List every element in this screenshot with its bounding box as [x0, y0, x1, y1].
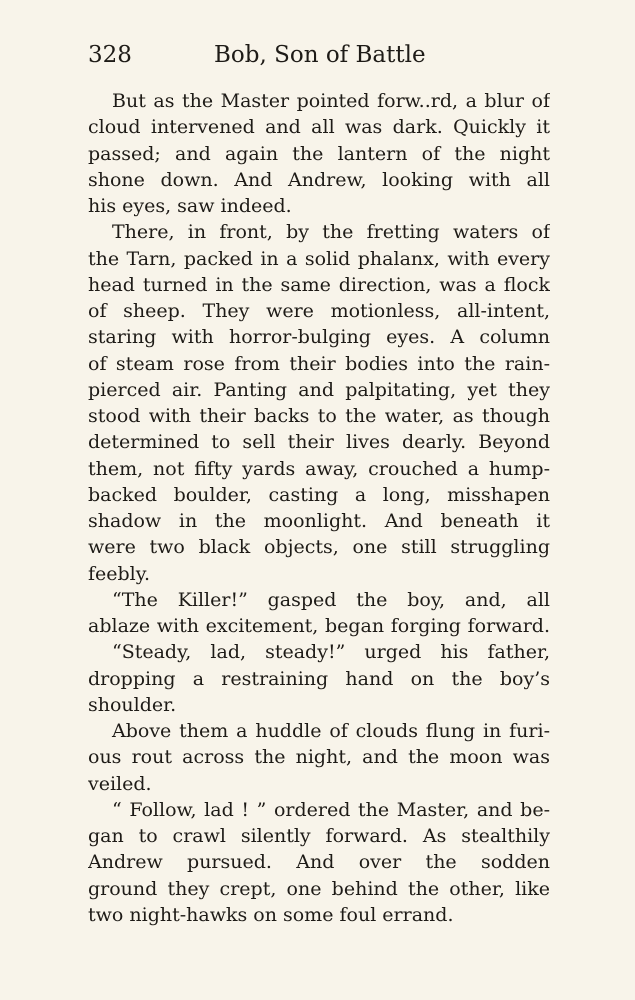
text-line: the Tarn, packed in a solid phalanx, with every: [88, 247, 550, 270]
text-line: ablaze with excitement, began forging forward.: [88, 615, 550, 637]
text-line: head turned in the same direction, was a flock: [88, 273, 550, 296]
text-line: of sheep. They were motionless, all-intent,: [88, 300, 550, 322]
body-text: [88, 88, 550, 928]
page-number: 328: [88, 42, 132, 68]
text-line: Above them a huddle of clouds flung in furi-: [112, 720, 550, 742]
running-head: [88, 42, 550, 76]
text-line: stood with their backs to the water, as though: [88, 405, 550, 427]
text-line: cloud intervened and all was dark. Quickly it: [88, 116, 550, 139]
text-line: “ Follow, lad ! ” ordered the Master, and be-: [112, 798, 550, 821]
text-line: them, not fifty yards away, crouched a hump-: [88, 457, 550, 480]
text-line: Andrew pursued. And over the sodden: [88, 851, 550, 874]
text-line: of steam rose from their bodies into the rain-: [88, 352, 550, 375]
text-line: shone down. And Andrew, looking with all: [88, 168, 550, 191]
text-line: gan to crawl silently forward. As stealthily: [88, 825, 550, 847]
text-line: pierced air. Panting and palpitating, yet they: [88, 378, 550, 401]
text-line: his eyes, saw indeed.: [88, 195, 292, 217]
text-line: feebly.: [88, 562, 151, 585]
text-line: ground they crept, one behind the other, like: [88, 877, 550, 900]
text-line: “Steady, lad, steady!” urged his father,: [112, 641, 550, 664]
text-line: There, in front, by the fretting waters of: [112, 221, 550, 244]
text-line: “The Killer!” gasped the boy, and, all: [112, 588, 550, 611]
text-line: were two black objects, one still struggling: [88, 536, 550, 559]
text-line: two night-hawks on some foul errand.: [88, 903, 454, 926]
text-line: backed boulder, casting a long, misshapen: [88, 483, 550, 506]
text-line: passed; and again the lantern of the night: [88, 142, 550, 165]
text-line: staring with horror-bulging eyes. A column: [88, 326, 550, 349]
text-line: shadow in the moonlight. And beneath it: [88, 510, 550, 532]
text-line: determined to sell their lives dearly. Beyond: [88, 431, 550, 454]
text-line: But as the Master pointed forw..rd, a blur of: [112, 90, 550, 112]
text-line: ous rout across the night, and the moon was: [88, 746, 550, 769]
book-title: Bob, Son of Battle: [214, 42, 426, 68]
text-line: veiled.: [88, 772, 152, 795]
text-line: shoulder.: [88, 693, 177, 716]
text-line: dropping a restraining hand on the boy’s: [88, 667, 550, 690]
